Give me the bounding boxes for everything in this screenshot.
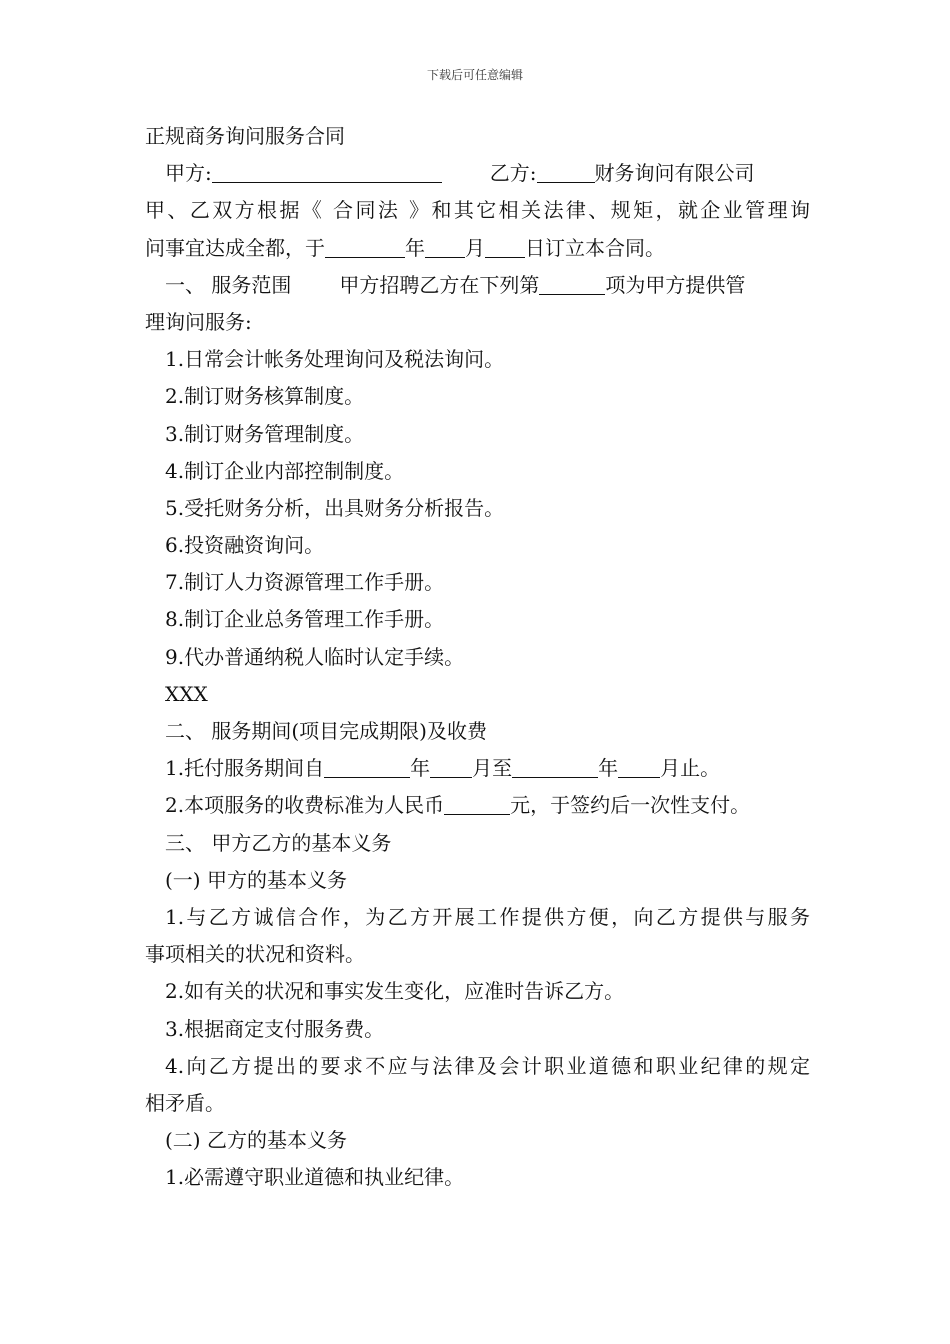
section-3-heading: 三、 甲方乙方的基本义务 <box>165 830 392 855</box>
period-text: 1.托付服务期间自 <box>165 756 325 781</box>
party-a-duty-1: 1.与乙方诚信合作，为乙方开展工作提供方便，向乙方提供与服务 <box>165 904 810 929</box>
section-1-line-2: 理询问服务: <box>145 309 252 334</box>
section-1-heading: 一、 服务范围 <box>165 272 292 297</box>
party-a-duty-3: 3.根据商定支付服务费。 <box>165 1016 385 1041</box>
section-1-text-end: 项为甲方提供管 <box>605 272 746 297</box>
intro-line-1: 甲、乙双方根据《 合同法 》和其它相关法律、规矩，就企业管理询 <box>145 198 810 223</box>
day-label: 日订立本合同。 <box>525 235 665 260</box>
contract-body <box>145 118 810 1196</box>
intro-line-2 <box>145 230 810 267</box>
start-month-blank <box>430 753 472 778</box>
placeholder-xxx: XXX <box>165 681 208 706</box>
party-a-label: 甲方: <box>165 161 212 186</box>
party-b-blank <box>537 158 595 183</box>
date-month-blank <box>425 233 465 258</box>
section-2-item-2 <box>145 787 810 824</box>
start-year-blank <box>324 753 410 778</box>
year-label: 年 <box>598 756 619 781</box>
service-item: 2.制订财务核算制度。 <box>165 384 365 409</box>
date-year-blank <box>325 233 405 258</box>
party-b-label: 乙方: <box>489 161 537 186</box>
service-item: 5.受托财务分析，出具财务分析报告。 <box>165 495 505 520</box>
month-end-label: 月止。 <box>660 756 721 781</box>
end-month-blank <box>618 753 660 778</box>
page-header-note: 下载后可任意编辑 <box>426 68 523 82</box>
parties-line <box>145 155 810 192</box>
section-1-text: 甲方招聘乙方在下列第 <box>339 272 540 297</box>
item-number-blank <box>539 270 605 295</box>
fee-text-end: 元，于签约后一次性支付。 <box>510 793 751 818</box>
date-day-blank <box>485 233 525 258</box>
service-item: 4.制订企业内部控制制度。 <box>165 458 405 483</box>
month-to-label: 月至 <box>472 756 513 781</box>
party-b-duties-heading: (二) 乙方的基本义务 <box>165 1128 347 1153</box>
party-a-duty-4: 4.向乙方提出的要求不应与法律及会计职业道德和职业纪律的规定 <box>165 1053 810 1078</box>
fee-text: 2.本项服务的收费标准为人民币 <box>165 793 445 818</box>
end-year-blank <box>512 753 598 778</box>
service-item: 3.制订财务管理制度。 <box>165 421 365 446</box>
year-label: 年 <box>405 235 425 260</box>
party-a-duties-heading: (一) 甲方的基本义务 <box>165 867 347 892</box>
service-item: 9.代办普通纳税人临时认定手续。 <box>165 644 465 669</box>
section-1-line <box>145 267 810 304</box>
month-label: 月 <box>465 235 485 260</box>
party-a-blank <box>212 158 442 183</box>
party-a-duty-4-cont: 相矛盾。 <box>145 1090 225 1115</box>
intro-text: 问事宜达成全都，于 <box>145 235 325 260</box>
service-item: 7.制订人力资源管理工作手册。 <box>165 570 445 595</box>
party-b-suffix: 财务询问有限公司 <box>594 161 755 186</box>
service-item: 6.投资融资询问。 <box>165 533 325 558</box>
party-a-duty-2: 2.如有关的状况和事实发生变化，应准时告诉乙方。 <box>165 979 625 1004</box>
section-2-item-1 <box>145 750 810 787</box>
year-label: 年 <box>410 756 431 781</box>
party-b-duty-1: 1.必需遵守职业道德和执业纪律。 <box>165 1165 465 1190</box>
service-item: 8.制订企业总务管理工作手册。 <box>165 607 445 632</box>
section-2-heading: 二、 服务期间(项目完成期限)及收费 <box>165 719 487 743</box>
service-item: 1.日常会计帐务处理询问及税法询问。 <box>165 347 505 372</box>
party-a-duty-1-cont: 事项相关的状况和资料。 <box>145 942 365 967</box>
contract-title: 正规商务询问服务合同 <box>145 124 345 148</box>
fee-amount-blank <box>444 790 510 815</box>
